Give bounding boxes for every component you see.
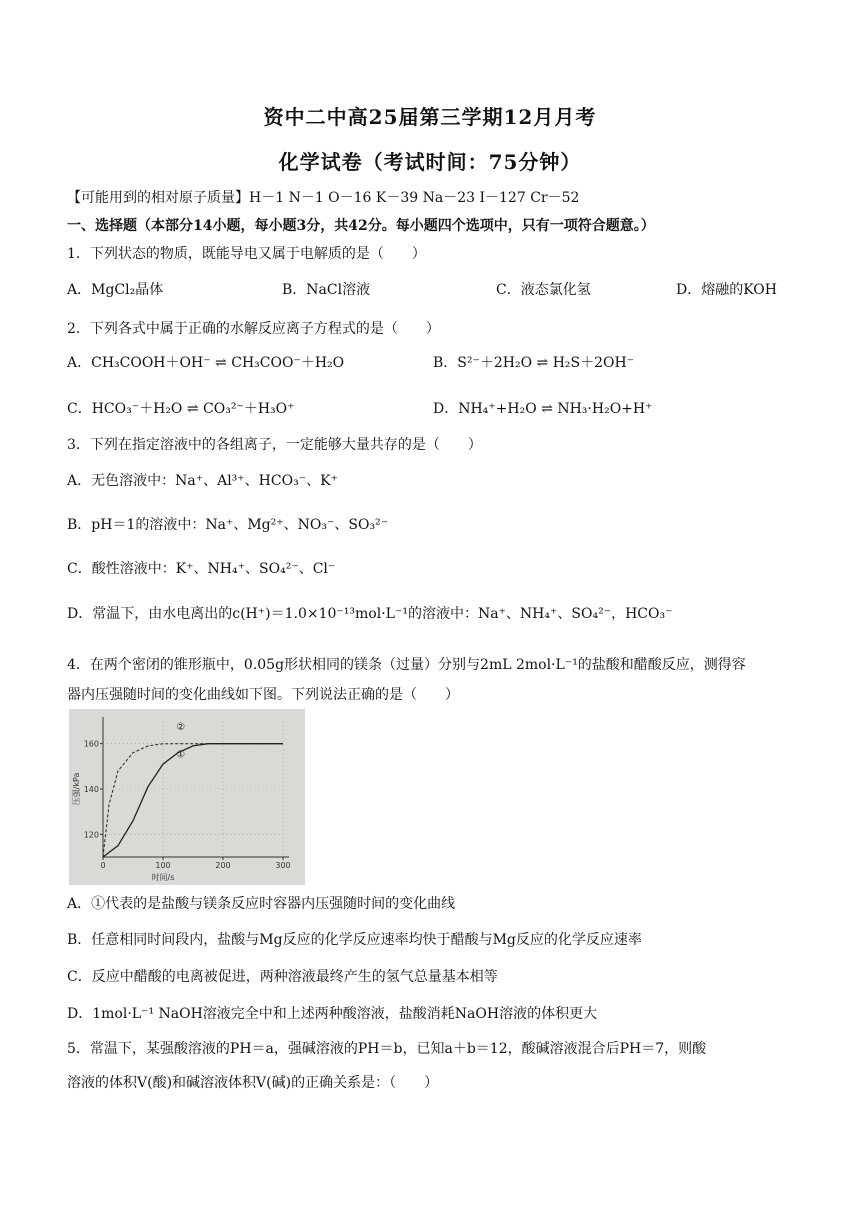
question-4-stem-line2: 器内压强随时间的变化曲线如下图。下列说法正确的是（ ） [67,687,459,703]
y-tick-label: 140 [83,785,99,794]
y-tick-label: 160 [83,739,99,749]
question-2-option-c: C．HCO₃⁻＋H₂O ⇌ CO₃²⁻＋H₃O⁺ [67,401,295,417]
x-tick-label: 0 [100,861,106,870]
question-1-option-a: A．MgCl₂晶体 [67,282,164,298]
x-tick-label: 300 [275,861,291,870]
question-5-stem-line1: 5．常温下，某强酸溶液的PH＝a，强碱溶液的PH＝b，已知a＋b＝12，酸碱溶液混合后PH＝7，则酸 [67,1041,707,1057]
question-2-option-d: D．NH₄⁺+H₂O ⇌ NH₃·H₂O+H⁺ [433,401,653,417]
pressure-time-graph [69,709,305,885]
pressure-time-chart [69,709,305,885]
y-tick-label: 120 [83,830,99,840]
question-3-option-b: B．pH＝1的溶液中：Na⁺、Mg²⁺、NO₃⁻、SO₃²⁻ [67,517,389,533]
question-1-option-b: B．NaCl溶液 [282,282,371,298]
curve-label-2: ② [176,722,186,734]
x-axis-label: 时间/s [151,873,175,882]
page-subtitle: 化学试卷（考试时间：75分钟） [278,150,582,174]
question-5-stem-line2: 溶液的体积V(酸)和碱溶液体积V(碱)的正确关系是：（ ） [67,1075,439,1091]
question-4-option-b: B．任意相同时间段内，盐酸与Mg反应的化学反应速率均快于醋酸与Mg反应的化学反应速率 [67,932,642,948]
question-4-option-c: C．反应中醋酸的电离被促进，两种溶液最终产生的氢气总量基本相等 [67,969,498,985]
series-line-1 [103,744,283,857]
question-1-option-c: C．液态氯化氢 [496,282,591,298]
question-2-option-a: A．CH₃COOH＋OH⁻ ⇌ CH₃COO⁻＋H₂O [67,355,345,371]
question-2-stem: 2．下列各式中属于正确的水解反应离子方程式的是（ ） [67,321,440,337]
atomic-masses: 【可能用到的相对原子质量】H－1 N－1 O－16 K－39 Na－23 I－127 Cr－52 [67,190,580,206]
question-4-stem-line1: 4．在两个密闭的锥形瓶中，0.05g形状相同的镁条（过量）分别与2mL 2mol·L⁻¹的盐酸和醋酸反应，测得容 [67,657,746,673]
x-tick-label: 100 [155,861,171,870]
question-1-option-d: D．熔融的KOH [676,282,777,298]
question-1-stem: 1．下列状态的物质，既能导电又属于电解质的是（ ） [67,246,426,262]
question-2-option-b: B．S²⁻＋2H₂O ⇌ H₂S＋2OH⁻ [433,355,635,371]
question-4-option-a: A．①代表的是盐酸与镁条反应时容器内压强随时间的变化曲线 [67,896,456,912]
y-axis-label: 压强/kPa [72,772,81,806]
question-4-option-d: D．1mol·L⁻¹ NaOH溶液完全中和上述两种酸溶液，盐酸消耗NaOH溶液的体积更大 [67,1006,598,1022]
question-3-option-c: C．酸性溶液中：K⁺、NH₄⁺、SO₄²⁻、Cl⁻ [67,561,336,577]
section-heading: 一、选择题（本部分14小题，每小题3分，共42分。每小题四个选项中，只有一项符合题意。） [67,218,655,234]
x-tick-label: 200 [215,861,231,870]
question-3-option-a: A．无色溶液中：Na⁺、Al³⁺、HCO₃⁻、K⁺ [67,473,338,489]
question-3-stem: 3．下列在指定溶液中的各组离子，一定能够大量共存的是（ ） [67,437,482,453]
curve-label-1: ① [176,749,186,761]
page-title: 资中二中高25届第三学期12月月考 [263,105,597,129]
question-3-option-d: D．常温下，由水电离出的c(H⁺)＝1.0×10⁻¹³mol·L⁻¹的溶液中：Na⁺、NH₄⁺、SO₄²⁻，HCO₃⁻ [67,606,673,622]
series-line-2 [103,744,283,857]
